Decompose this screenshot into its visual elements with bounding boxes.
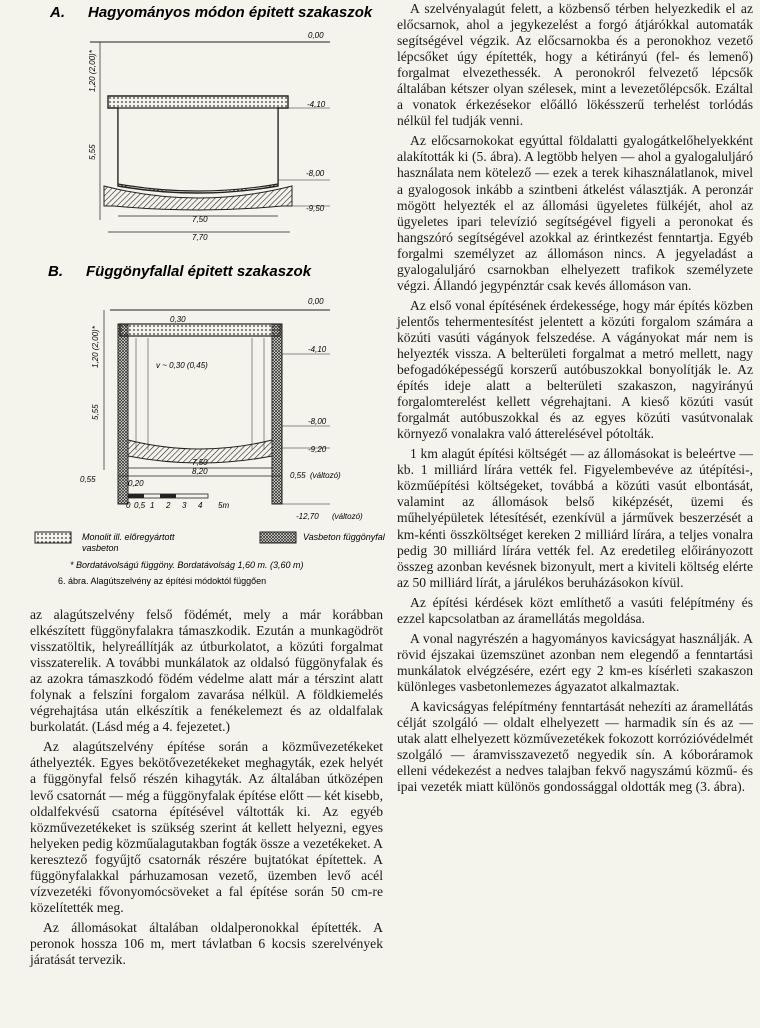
- tunnel-cross-section-drawing: [0, 0, 390, 600]
- left-text-column: [30, 607, 383, 972]
- b-slab-thickness: 0,30: [170, 315, 186, 324]
- b-width-outer: 8,20: [192, 467, 208, 476]
- a-level-1: -4,10: [307, 100, 326, 109]
- left-paragraph-1: az alagútszelvény felső födémét, mely a már korábban elkészített függönyfalakra támaszkodik. Ezután a munkagödröt visszatöltik, helyreállítják az útburkolatot, a közúti forgalmat visszaterelik. A további munkálatok az oldalsó függönyfalak és az azokra támaszkodó födém védelme alatt már a térszint alatt folynak a felszíni forgalom zavarása nélkül. A földkiemelés végrehajtása után elkészítik a fenékelemezt és az oldalfalak burkolatát. (Lásd még a 4. fejezetet.): [30, 607, 383, 735]
- a-width-outer: 7,70: [192, 233, 208, 242]
- legend-item1-line2: vasbeton: [82, 543, 119, 553]
- scale-bar: [126, 494, 229, 510]
- figure-footnote: * Bordatávolságú függöny. Bordatávolság 1,60 m. (3,60 m): [70, 560, 304, 570]
- b-height-top: 1,20 (2,00)*: [91, 326, 100, 368]
- b-bottom-variable: (változó): [332, 512, 363, 521]
- a-level-3: -9,50: [306, 204, 325, 213]
- b-left-curtain-wall: [118, 324, 128, 504]
- section-a-letter: A.: [50, 4, 65, 21]
- right-paragraph-6: A vonal nagyrészén a hagyományos kavicságyat használják. A rövid éjszakai üzemszünet azonban nem elegendő a fenntartási munkálatok elvégzésére, ezért egy 2 km-es kísérleti szakaszon különleges vasbetonlemezes ágyazatot alkalmaztak.: [397, 630, 753, 694]
- right-paragraph-7: A kavicságyas felépítmény fenntartását nehezíti az áramellátás célját szolgáló — oldalt elhelyezett — harmadik sín és az — utak alatt elhelyezett közművezetékek fokozott korrózióvédelmét szolgáló — áramvisszavezető negyedik sín. A kóboráramok elleni védekezést a nedves talajban fekvő nagyszámú közmű- és ipai vezeték miatt különös gondossággal oldották meg (3. ábra).: [397, 698, 753, 795]
- left-paragraph-3: Az állomásokat általában oldalperonokkal építették. A peronok hossza 106 m, mert távlatban 6 kocsis szerelvények járatását tervezik.: [30, 919, 383, 967]
- right-paragraph-5: Az építési kérdések közt említhető a vasúti felépítmény és ezzel kapcsolatban az áramellátás megoldása.: [397, 594, 753, 626]
- right-text-column: [397, 1, 753, 799]
- scale-1: 1: [150, 501, 155, 510]
- b-top-slab: [120, 324, 280, 336]
- figure-caption: 6. ábra. Alagútszelvény az építési módoktól függően: [58, 576, 267, 586]
- b-right-variable: (változó): [310, 471, 341, 480]
- left-paragraph-2: Az alagútszelvény építése során a közművezetékeket áthelyezték. Egyes bekötővezetékeket meghagyták, ezek helyét a függönyfal felső részén kihagyták. Az általában útközépen levő csatornát — még a függönyfalak építése előtt — két kisebb, oldalfekvésű csatorna építésével váltották ki. Az egyéb közművezetékeket is szükség szerint át kellett helyezni, egyes helyeken pedig közműalagutakban fogták össze a vezetékeket. A keresztező fogyűjtő csatornák részére bujtatókat építettek. A függönyfalakkal párhuzamosan vezető, üzemben levő acél vízvezetéki fővonyomócsöveket a fal építése során 50 cm-re közelítették meg.: [30, 739, 383, 915]
- a-width-inner: 7,50: [192, 215, 208, 224]
- legend-swatch-monolithic: [35, 532, 71, 543]
- legend-item2: Vasbeton függönyfal: [303, 532, 385, 542]
- b-right-offset: 0,55: [290, 471, 306, 480]
- legend-swatch-curtain-wall: [260, 532, 296, 543]
- b-level-2: -8,00: [308, 417, 327, 426]
- section-b-letter: B.: [48, 263, 63, 280]
- right-paragraph-4: 1 km alagút építési költségét — az állomásokat is beleértve — kb. 1 milliárd lírára vették fel. Figyelembevéve az útépítési-, közműépítési költségeket, továbbá a közúti vasút elbontását, valamint az állomások belső kiképzését, üzemi és műhelyépületek létesítését, ezenkívül a járművek beszerzését a km-kénti összköltséget kereken 2 milliárd lírára, a teljes vonalra pedig 30 milliárd lírára vették fel. Az eredetileg előirányozott összeg azonban kevésnek bizonyult, mert a kiviteli költség elérte az 50 milliárd lírát, a járulékos beruházásokon kívül.: [397, 446, 753, 590]
- scale-2: 2: [166, 501, 171, 510]
- b-wall-thickness: v ~ 0,30 (0,45): [156, 361, 208, 370]
- b-surface-level: 0,00: [308, 297, 324, 306]
- b-level-1: -4,10: [308, 345, 327, 354]
- scale-5: 5m: [218, 501, 230, 510]
- right-paragraph-3: Az első vonal építésének érdekessége, hogy már építés közben jelentős tehermentesítést jelentett a közúti forgalom számára a közúti vasúti vágányok felszedése. A vágányokat már nem is helyezték vissza. A belterületi forgalmat a metró mellett, nagy befogadóképességű korszerű autóbuszokkal bonyolítják le. Az építés ideje alatt a belterületi szakaszon, nagyirányú forgalomterelést kellett végrehajtani. A kieső közúti vasút forgalmát autóbuszokkal és az egyes közúti vasútvonalak környező vonalakra való átterelésével pótolták.: [397, 297, 753, 442]
- section-b-title: Függönyfallal épitett szakaszok: [86, 263, 312, 280]
- right-paragraph-1: A szelvényalagút felett, a közbenső térben helyezkedik el az előcsarnok, ahol a jegykezelést a forgó átjárókkal automaták segítségével végzik. Az előcsarnokba és a peronokhoz vezető lépcsőket úgy építették, hogy a kétirányú (fel- és lemenő) forgalmat elvezethessék. A peronokról felvezető lépcsők általában kétszer olyan szélesek, mint a levezetőlépcsők. Ezáltal a vonatok érkezésekor előálló lökésszerű terhelést torlódás nélkül fel tudják venni.: [397, 1, 753, 129]
- a-level-2: -8,00: [306, 169, 325, 178]
- a-tunnel-interior: [118, 108, 278, 191]
- scale-3: 3: [182, 501, 187, 510]
- b-height-mid: 5,55: [91, 404, 100, 420]
- scale-4: 4: [198, 501, 203, 510]
- b-bottom-level: -12,70: [296, 512, 319, 521]
- b-left-offset: 0,55: [80, 475, 96, 484]
- legend-item1-line1: Monolit ill. előregyártott: [82, 532, 175, 542]
- b-level-3: -9,20: [308, 445, 327, 454]
- a-surface-level: 0,00: [308, 31, 324, 40]
- b-right-curtain-wall: [272, 324, 282, 504]
- scale-0: 0: [126, 501, 131, 510]
- a-height-mid: 5,55: [88, 144, 97, 160]
- right-paragraph-2: Az előcsarnokokat egyúttal földalatti gyalogátkelőhelyekként alakították ki (5. ábra). A legtöbb helyen — ahol a gyalogaluljáró használata nem kötelező — ezek a terek kihasználatlanok, mivel a gyalogosok inkább a szintbeni átkelést választják. A peronzár mögött helyezték el az állomási ügyeletes fülkéjét, ahol az ügyeletes ipari televízió segítségével figyeli a peronokat és hangszóró segítségével azokkal az érintkezést fenntartja. Egyéb forgalmi személyzet az állomáson nincs. A jegyeladást a gyalogaluljáró csarnokban elhelyezett trafikok személyzete végzi. Állandó jegypénztár csak kevés állomáson van.: [397, 133, 753, 293]
- figure-6: [0, 0, 390, 600]
- a-height-top: 1,20 (2,00)*: [88, 50, 97, 92]
- b-width-inner: 7,50: [192, 458, 208, 467]
- section-a-title: Hagyományos módon épitett szakaszok: [88, 4, 373, 21]
- scale-05: 0,5: [134, 501, 146, 510]
- b-left-small: 0,20: [128, 479, 144, 488]
